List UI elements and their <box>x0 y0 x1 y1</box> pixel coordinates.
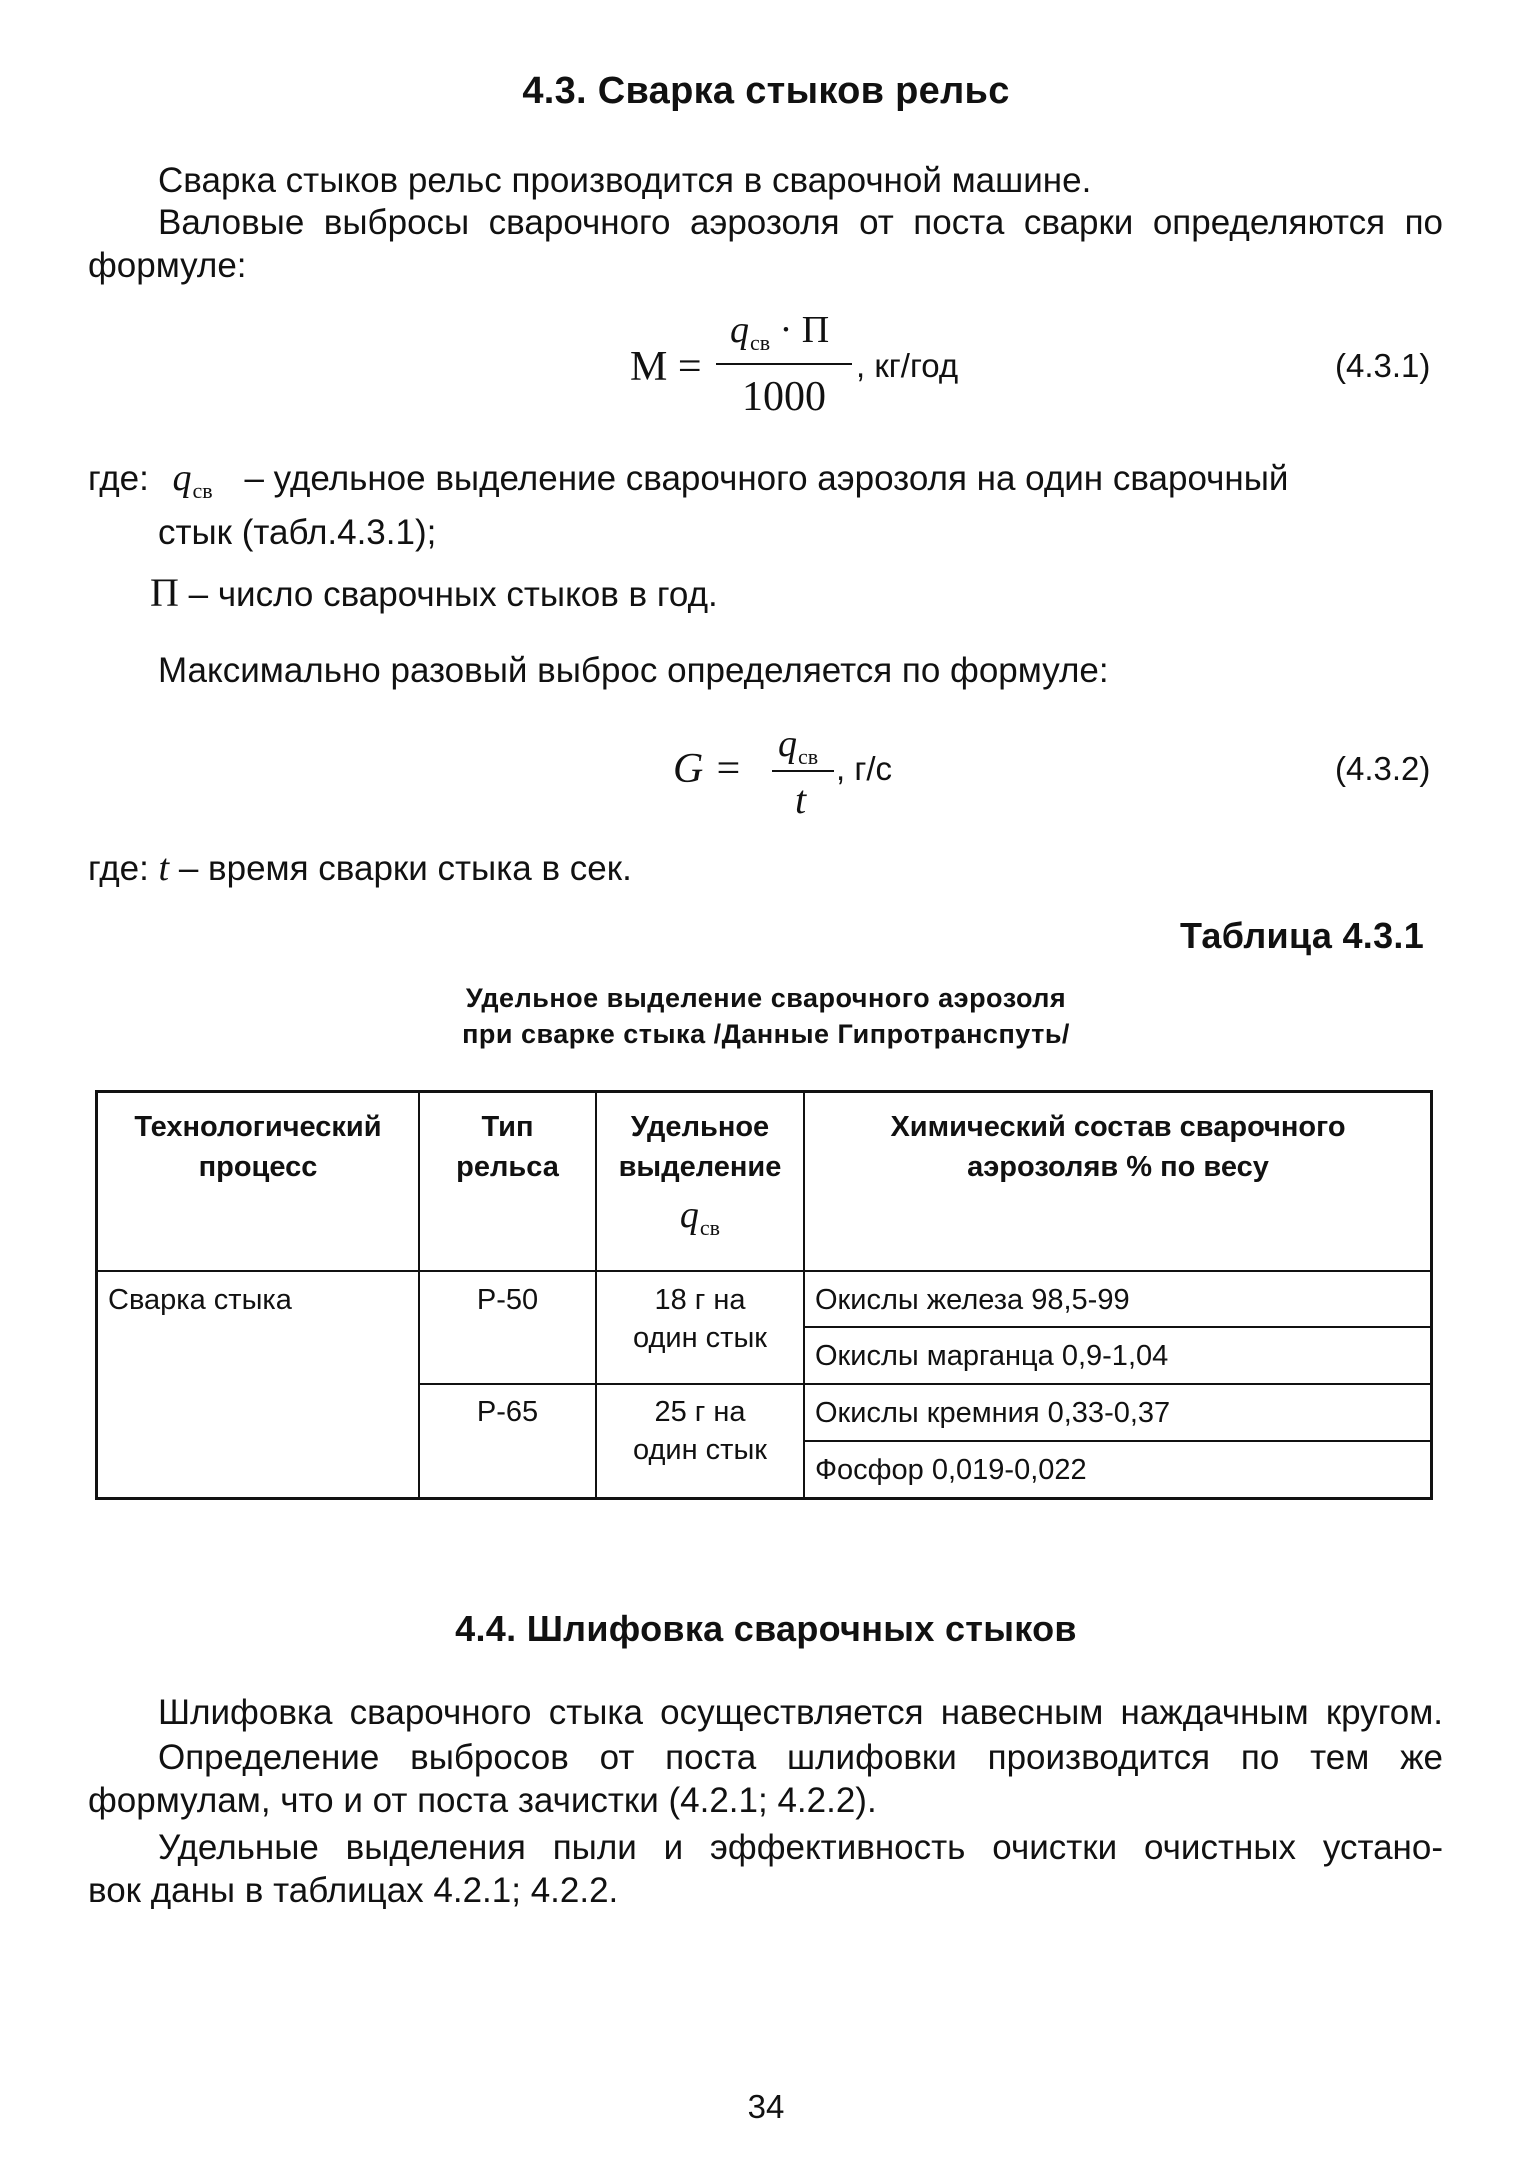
header-process-line2: процесс <box>198 1151 318 1183</box>
formula1-unit: , кг/год <box>856 347 959 384</box>
header-emission-symbol <box>597 1195 803 1248</box>
paragraph-max-emission: Максимально разовый выброс определяется по формуле: <box>158 651 1109 690</box>
where1-prefix: где: <box>88 459 149 498</box>
header-emission-var: q <box>679 1194 699 1236</box>
formula2-denominator: t <box>795 777 807 822</box>
cell-emission-row1-line2: один стык <box>633 1322 767 1354</box>
where1-definition: – удельное выделение сварочного аэрозоля на один сварочный <box>244 459 1289 498</box>
where2-var: t <box>158 847 170 889</box>
cell-emission-row2 <box>597 1393 803 1469</box>
formula2-numerator <box>778 722 818 770</box>
formula1-num-var: q <box>730 309 749 351</box>
formula1-num-sub: св <box>750 330 771 355</box>
paragraph-emissions-line1: Определение выбросов от поста шлифовки производится по тем же <box>158 1738 1443 1777</box>
where1-line1 <box>88 455 1443 514</box>
formula1-number: (4.3.1) <box>1335 347 1431 384</box>
cell-emission-row1-line1: 18 г на <box>654 1284 746 1316</box>
page-number: 34 <box>747 2088 785 2125</box>
formula1-num-rest: · П <box>779 309 830 351</box>
header-process <box>98 1107 418 1187</box>
formula1-denominator: 1000 <box>742 374 826 420</box>
cell-rail-row2: Р-65 <box>476 1396 539 1428</box>
table-hline <box>418 1383 1431 1385</box>
where2-prefix: где: <box>88 849 149 888</box>
header-process-line1: Технологический <box>134 1111 382 1143</box>
header-rail-line1: Тип <box>481 1111 534 1143</box>
emission-table <box>95 1090 1433 1500</box>
cell-emission-row2-line1: 25 г на <box>654 1396 746 1428</box>
paragraph-specific-dust-line1: Удельные выделения пыли и эффективность очистки очистных устано- <box>158 1828 1443 1867</box>
paragraph-specific-dust-line2: вок даны в таблицах 4.2.1; 4.2.2. <box>88 1871 619 1910</box>
paragraph-welding-machine: Сварка стыков рельс производится в сварочной машине. <box>158 161 1092 200</box>
where1-var: q <box>172 457 192 499</box>
header-composition-line1: Химический состав сварочного <box>890 1111 1346 1143</box>
formula2-unit: , г/с <box>836 750 893 787</box>
paragraph-grinding: Шлифовка сварочного стыка осуществляется навесным наждачным кругом. <box>158 1693 1443 1732</box>
cell-composition-phosphorus: Фосфор 0,019-0,022 <box>815 1454 1087 1486</box>
section-title-4-4: 4.4. Шлифовка сварочных стыков <box>455 1608 1077 1649</box>
where1-sub: св <box>192 478 213 503</box>
where1-line2: стык (табл.4.3.1); <box>158 513 437 552</box>
paragraph-emissions-line2: формулам, что и от поста зачистки (4.2.1; 4.2.2). <box>88 1781 877 1820</box>
paragraph-gross-emissions-line1: Валовые выбросы сварочного аэрозоля от поста сварки определяются по <box>158 203 1443 242</box>
cell-rail-row1: Р-50 <box>476 1284 539 1316</box>
where1-pi-symbol: П <box>150 570 179 615</box>
table-hline <box>98 1270 1431 1272</box>
formula1-fraction-bar <box>716 363 852 365</box>
cell-composition-silicon: Окислы кремния 0,33-0,37 <box>815 1397 1171 1429</box>
cell-process: Сварка стыка <box>108 1284 292 1316</box>
formula2-num-var: q <box>778 723 797 765</box>
where2-definition: – время сварки стыка в сек. <box>178 849 632 888</box>
where1-pi-definition: – число сварочных стыков в год. <box>188 575 718 614</box>
header-rail-line2: рельса <box>456 1151 559 1183</box>
header-chemical-composition <box>805 1107 1431 1187</box>
cell-composition-manganese: Окислы марганца 0,9-1,04 <box>815 1340 1169 1372</box>
formula1-numerator <box>730 308 829 356</box>
header-emission-line2: выделение <box>618 1151 782 1183</box>
cell-emission-row1 <box>597 1281 803 1357</box>
formula2-number: (4.3.2) <box>1335 750 1431 787</box>
header-composition-line2: аэрозоляв % по весу <box>967 1151 1269 1183</box>
header-rail-type <box>420 1107 595 1187</box>
header-specific-emission <box>597 1107 803 1248</box>
formula2-num-sub: св <box>798 744 819 769</box>
where2-line <box>88 845 632 892</box>
formula1-lhs: M = <box>630 344 702 390</box>
formula2-lhs: G = <box>673 746 743 792</box>
header-emission-line1: Удельное <box>630 1111 770 1143</box>
table-hline <box>803 1326 1431 1328</box>
cell-emission-row2-line2: один стык <box>633 1434 767 1466</box>
header-emission-sub: св <box>699 1215 721 1240</box>
table-label: Таблица 4.3.1 <box>1180 915 1425 956</box>
cell-composition-iron: Окислы железа 98,5-99 <box>815 1284 1130 1316</box>
where1-line3 <box>150 570 718 618</box>
table-caption-line1: Удельное выделение сварочного аэрозоля <box>465 983 1067 1013</box>
table-caption-line2: при сварке стыка /Данные Гипротранспуть/ <box>462 1019 1070 1049</box>
paragraph-gross-emissions-line2: формуле: <box>88 246 247 285</box>
section-title-4-3: 4.3. Сварка стыков рельс <box>522 70 1010 112</box>
table-hline <box>803 1440 1431 1442</box>
formula2-fraction-bar <box>772 770 834 772</box>
